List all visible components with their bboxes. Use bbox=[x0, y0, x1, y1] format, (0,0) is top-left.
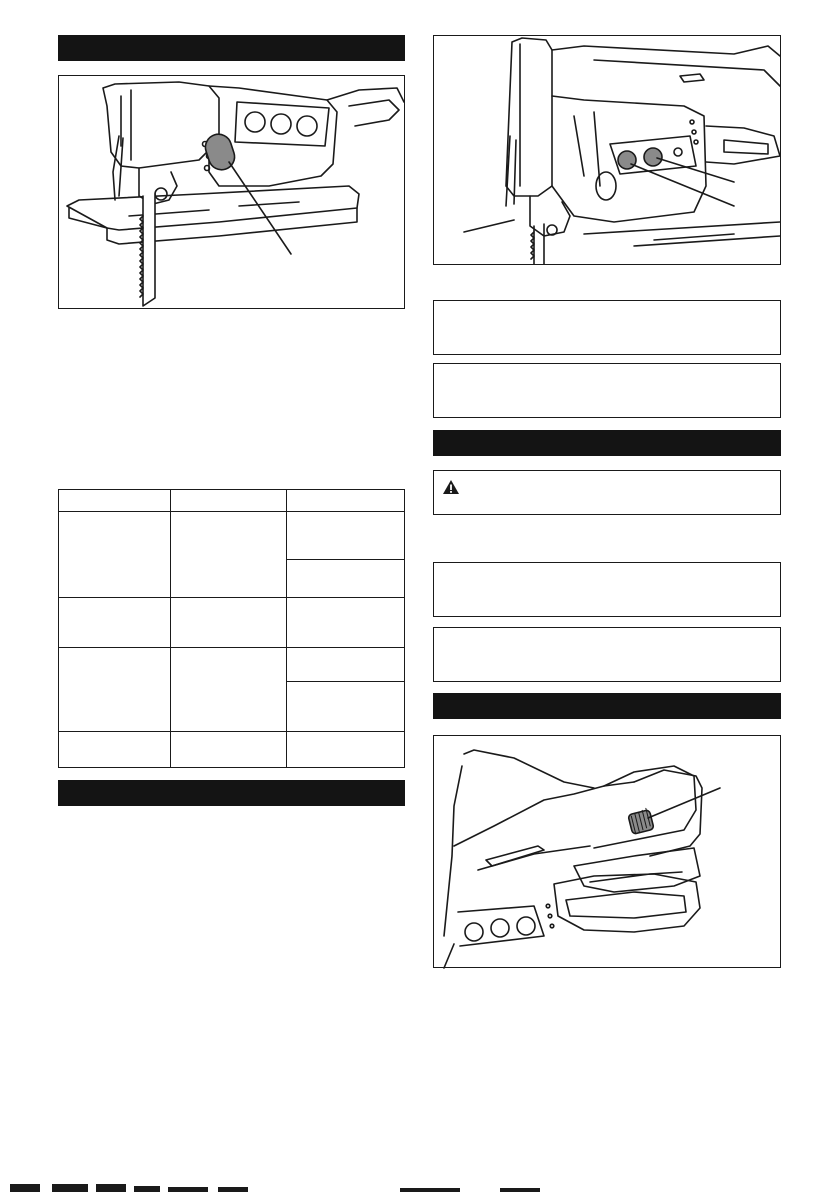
print-mark bbox=[96, 1184, 126, 1192]
note-box bbox=[433, 562, 781, 617]
section-heading-bar bbox=[433, 693, 781, 719]
print-mark bbox=[52, 1184, 88, 1192]
table-cell bbox=[170, 598, 287, 648]
table-cell bbox=[170, 512, 287, 598]
print-mark bbox=[134, 1186, 160, 1192]
table-header-cell bbox=[287, 490, 405, 512]
table-cell bbox=[287, 732, 405, 768]
warning-triangle-icon bbox=[442, 479, 460, 495]
section-heading-bar bbox=[58, 780, 405, 806]
warning-box bbox=[433, 470, 781, 515]
print-mark bbox=[168, 1187, 208, 1192]
table-cell bbox=[287, 682, 405, 732]
jigsaw-buttons-figure bbox=[433, 35, 781, 265]
note-box bbox=[433, 363, 781, 418]
print-mark bbox=[400, 1188, 460, 1192]
section-heading-bar bbox=[58, 35, 405, 61]
jigsaw-blade-figure bbox=[58, 75, 405, 309]
table-cell bbox=[59, 732, 171, 768]
print-mark bbox=[10, 1184, 40, 1192]
print-mark bbox=[218, 1187, 248, 1192]
table-header-cell bbox=[170, 490, 287, 512]
note-box bbox=[433, 300, 781, 355]
table-cell bbox=[59, 512, 171, 598]
note-box bbox=[433, 627, 781, 682]
spec-table bbox=[58, 489, 405, 768]
table-cell bbox=[287, 648, 405, 682]
table-cell bbox=[287, 598, 405, 648]
table-cell bbox=[59, 598, 171, 648]
table-cell bbox=[59, 648, 171, 732]
jigsaw-dial-figure bbox=[433, 735, 781, 968]
section-heading-bar bbox=[433, 430, 781, 456]
table-header-cell bbox=[59, 490, 171, 512]
print-mark bbox=[500, 1188, 540, 1192]
table-cell bbox=[170, 648, 287, 732]
table-cell bbox=[287, 512, 405, 560]
table-cell bbox=[170, 732, 287, 768]
table-cell bbox=[287, 560, 405, 598]
